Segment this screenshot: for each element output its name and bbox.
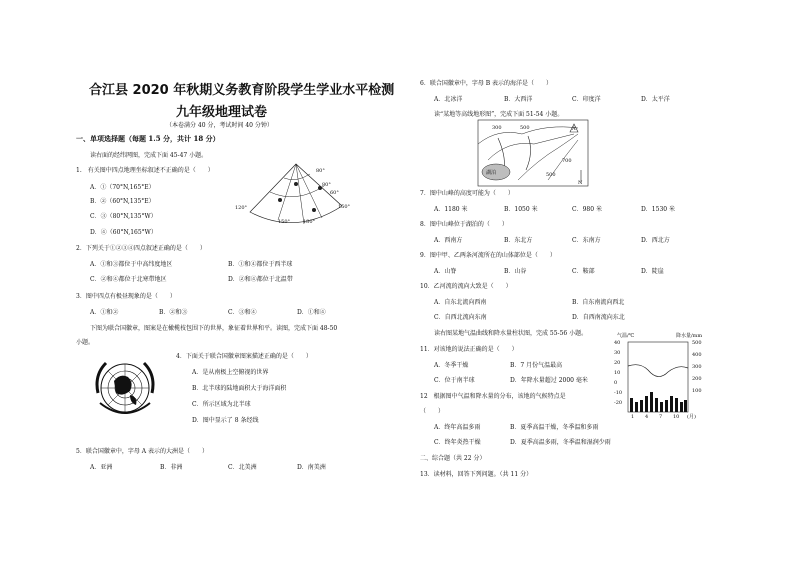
climate-month-tick: 7 [659,414,663,420]
question-7-option-c[interactable]: C．980 米 [572,206,602,213]
climate-precip-tick: 500 [692,340,702,346]
question-5-option-c[interactable]: C．北美洲 [228,464,257,471]
question-9-option-a[interactable]: A．山脊 [434,268,457,275]
climate-temp-tick: 0 [614,380,618,386]
grid-label-bottom-left: 150° [278,219,291,225]
climate-precip-axis-title: 降水量/mm [676,333,703,339]
question-5-option-d[interactable]: D．南美洲 [297,464,326,471]
instruction-1: 读右面的经纬网图，完成下面 45-47 小题。 [90,152,208,159]
section-heading-1: 一、单项选择题（每题 1.5 分，共计 18 分） [76,134,220,143]
question-12-option-b[interactable]: B．夏季高温干燥，冬季温和多雨 [510,424,599,431]
question-7-option-b[interactable]: B．1050 米 [504,206,538,213]
instruction-4: 读右图某地气温曲线和降水量柱状图，完成 55-56 小题。 [434,330,588,337]
question-5-option-a[interactable]: A．亚洲 [90,464,113,471]
question-10-option-a[interactable]: A．自东北流向西南 [434,299,487,306]
graticule-diagram [240,160,360,240]
section-heading-2: 二、综合题（共 22 分） [420,455,486,462]
contour-label-300: 300 [492,125,502,131]
question-5-option-b[interactable]: B．非洲 [160,464,183,471]
question-12-option-c[interactable]: C．终年炎热干燥 [434,439,481,446]
question-8-stem: 8．图中山峰位于湖泊的（ ） [420,221,508,228]
question-8-option-a[interactable]: A．西南方 [434,237,463,244]
climate-temp-tick: 10 [614,370,621,376]
climate-month-tick: (月) [687,414,696,420]
question-6-option-a[interactable]: A．北冰洋 [434,96,463,103]
north-label: N [578,180,583,186]
climate-chart [628,342,688,412]
climate-precip-tick: 400 [692,352,702,358]
question-10-option-c[interactable]: C．自西北流向东南 [434,314,487,321]
question-9-option-d[interactable]: D．陡崖 [641,268,664,275]
question-1-option-a[interactable]: A．①（70°N,165°E） [90,184,155,191]
contour-label-700: 700 [562,158,572,164]
page-subtitle: 九年级地理试卷 [176,105,268,120]
question-1-stem: 1. 有关图中四点地理坐标叙述不正确的是（ ） [76,167,214,174]
question-1-option-b[interactable]: B．②（60°N,135°E） [90,198,155,205]
climate-temp-tick: -20 [614,400,623,406]
instruction-3: 读“某地等高线地形图”，完成下面 51-54 小题。 [434,111,564,118]
climate-precip-tick: 300 [692,364,702,370]
question-2-stem: 2．下列关于①②③④四点叙述正确的是（ ） [76,245,206,252]
question-6-option-b[interactable]: B．大西洋 [504,96,533,103]
peak-label: A [572,126,576,132]
question-9-option-c[interactable]: C．鞍部 [572,268,595,275]
question-3-stem: 3．图中四点有极昼现象的是（ ） [76,293,176,300]
question-6-option-c[interactable]: C．印度洋 [572,96,601,103]
question-4-option-d[interactable]: D．图中显示了 8 条经线 [192,417,259,424]
instruction-2-cont: 小题。 [76,339,95,346]
question-7-option-d[interactable]: D．1530 米 [641,206,675,213]
question-12-option-d[interactable]: D．夏季高温多雨，冬季温和湿润少雨 [510,439,611,446]
exam-note: （本卷满分 40 分，考试时间 40 分钟） [166,122,273,129]
question-1-option-c[interactable]: C．③（80°N,135°W） [90,213,157,220]
question-13-stem: 13．读材料，回答下列问题。（共 11 分） [420,471,533,478]
question-11-stem: 11．对该地的说法正确的是（ ） [420,346,518,353]
question-6-option-d[interactable]: D．太平洋 [641,96,670,103]
question-10-option-b[interactable]: B．自东南流向西北 [572,299,625,306]
question-11-option-a[interactable]: A．冬季干燥 [434,362,469,369]
climate-temp-tick: 40 [614,340,621,346]
question-2-option-b[interactable]: B．①和④都位于西半球 [228,261,293,268]
grid-label-bottom-center: 180° [303,219,316,225]
question-9-stem: 9．图中甲、乙两条河流所在的山体部位是（ ） [420,252,556,259]
climate-temp-tick: -10 [614,390,623,396]
question-7-option-a[interactable]: A．1180 米 [434,206,468,213]
climate-temp-axis-title: 气温/℃ [617,333,635,339]
question-2-option-a[interactable]: A．①和③都位于中高纬度地区 [90,261,173,268]
question-4-stem: 4．下面关于联合国徽章图案描述正确的是（ ） [176,353,312,360]
page-title: 合江县 2020 年秋期义务教育阶段学生学业水平检测 [89,83,395,98]
question-3-option-a[interactable]: A．①和② [90,309,119,316]
climate-month-tick: 1 [631,414,635,420]
climate-precip-tick: 200 [692,376,702,382]
grid-label-left: 120° [235,205,248,211]
climate-month-tick: 4 [645,414,649,420]
contour-label-500-top: 500 [520,125,530,131]
question-12-answer-paren: （ ） [420,408,445,415]
question-4-option-a[interactable]: A．是从南极上空俯视的世界 [192,369,269,376]
question-11-option-c[interactable]: C．位于南半球 [434,377,475,384]
question-8-option-c[interactable]: C．东南方 [572,237,601,244]
question-10-stem: 10．乙河流的流向大致是（ ） [420,283,512,290]
question-12-stem: 12 根据图中气温和降水量的分布，该地的气候特点是 [420,393,566,400]
grid-label-lat-2: 60° [330,190,339,196]
question-9-option-b[interactable]: B．山谷 [504,268,527,275]
question-10-option-d[interactable]: D．自西南流向东北 [572,314,625,321]
contour-label-500-bottom: 500 [546,172,556,178]
grid-label-lat-1: 80° [322,182,331,188]
grid-label-right: 150° [338,204,351,210]
question-3-option-c[interactable]: C．③和④ [228,309,257,316]
question-5-stem: 5．联合国徽章中，字母 A 表示的大洲是（ ） [76,448,208,455]
question-4-option-c[interactable]: C．所示区域为北半球 [192,401,251,408]
question-2-option-d[interactable]: D．②和④都位于北温带 [228,276,293,283]
un-emblem [90,353,160,423]
lake-label: 湖泊 [486,170,497,176]
question-11-option-b[interactable]: B．7 月份气温最高 [510,362,563,369]
question-8-option-d[interactable]: D．西北方 [641,237,670,244]
question-4-option-b[interactable]: B．北半球的陆地面积大于海洋面积 [192,385,287,392]
grid-label-top: 80° [316,168,325,174]
question-3-option-d[interactable]: D．①和④ [297,309,326,316]
climate-precip-tick: 100 [692,388,702,394]
question-2-option-c[interactable]: C．②和④都位于北寒带地区 [90,276,167,283]
climate-month-tick: 10 [673,414,680,420]
question-1-option-d[interactable]: D．④（60°N,165°W） [90,229,157,236]
question-7-stem: 7．图中山峰的高度可能为（ ） [420,190,514,197]
question-12-option-a[interactable]: A．终年高温多雨 [434,424,481,431]
instruction-2: 下图为联合国徽章，图案是在橄榄枝包围下的世界，象征着世界和平。读图，完成下面 48-50 [90,325,338,332]
question-6-stem: 6．联合国徽章中，字母 B 表示的海洋是（ ） [420,80,553,87]
question-8-option-b[interactable]: B．东北方 [504,237,533,244]
question-11-option-d[interactable]: D．年降水量超过 2000 毫米 [510,377,588,384]
question-3-option-b[interactable]: B．②和③ [159,309,188,316]
climate-temp-tick: 30 [614,350,621,356]
climate-temp-tick: 20 [614,360,621,366]
